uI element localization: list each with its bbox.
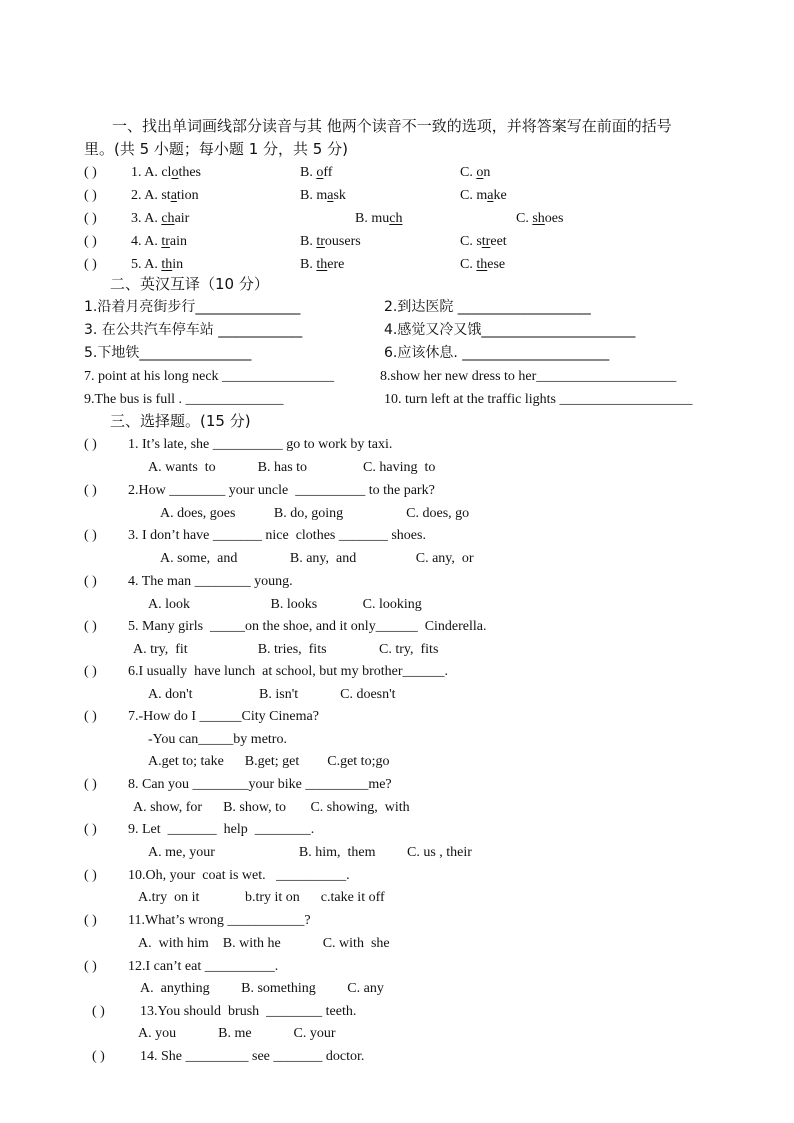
option-b-word: much	[371, 211, 403, 226]
translate-item-7: 7. point at his long neck ________________	[84, 369, 335, 384]
option-c: C. street	[460, 234, 507, 249]
translate-item-1: 1.沿着月亮街步行_______________	[84, 299, 301, 315]
option-a-word: thin	[161, 257, 184, 272]
translate-item-5: 5.下地铁________________	[84, 345, 252, 361]
option-c-word: street	[476, 234, 507, 249]
answer-options: A. with him B. with he C. with she	[138, 936, 390, 951]
answer-bracket: ( )	[84, 528, 97, 543]
question-text: 6.I usually have lunch at school, but my brother______.	[128, 664, 448, 679]
question-text: 2.How ________ your uncle __________ to the park?	[128, 483, 435, 498]
option-b: B. mask	[300, 188, 346, 203]
option-c: C. on	[460, 165, 491, 180]
option-b-word: off	[316, 165, 333, 180]
answer-options: A. you B. me C. your	[138, 1026, 336, 1041]
answer-options: -You can_____by metro.	[148, 732, 287, 747]
option-c-word: shoes	[532, 211, 564, 226]
answer-bracket: ( )	[84, 959, 97, 974]
option-c: C. these	[460, 257, 506, 272]
section3-title: 三、选择题。(15 分)	[110, 412, 251, 430]
question-text: 4. The man ________ young.	[128, 574, 293, 589]
translate-item-10: 10. turn left at the traffic lights ___________________	[384, 392, 693, 407]
translate-item-3: 3. 在公共汽车停车站 ____________	[84, 322, 303, 338]
option-c: C. make	[460, 188, 507, 203]
answer-bracket: ( )	[84, 437, 97, 452]
answer-bracket: ( )	[84, 211, 97, 226]
question-text: 3. I don’t have _______ nice clothes _______ shoes.	[128, 528, 426, 543]
answer-bracket: ( )	[92, 1004, 105, 1019]
answer-options: A. some, and B. any, and C. any, or	[160, 551, 474, 566]
answer-options: A. don't B. isn't C. doesn't	[148, 687, 396, 702]
option-b-word: mask	[316, 188, 346, 203]
option-b: B. trousers	[300, 234, 361, 249]
translate-item-4: 4.感觉又冷又饿______________________	[384, 322, 636, 338]
answer-bracket: ( )	[92, 1049, 105, 1064]
answer-bracket: ( )	[84, 165, 97, 180]
option-b: B. much	[355, 211, 403, 226]
option-b: B. there	[300, 257, 345, 272]
answer-options: A. me, your B. him, them C. us , their	[148, 845, 472, 860]
answer-options: A. show, for B. show, to C. showing, with	[133, 800, 410, 815]
answer-bracket: ( )	[84, 188, 97, 203]
answer-options: A.get to; take B.get; get C.get to;go	[148, 754, 390, 769]
answer-bracket: ( )	[84, 234, 97, 249]
section1-title-line1: 一、找出单词画线部分读音与其 他两个读音不一致的选项，并将答案写在前面的括号	[112, 117, 672, 135]
answer-options: A. wants to B. has to C. having to	[148, 460, 436, 475]
question-text: 8. Can you ________your bike _________me?	[128, 777, 392, 792]
answer-bracket: ( )	[84, 619, 97, 634]
option-c-word: on	[476, 165, 491, 180]
option-a-word: train	[161, 234, 188, 249]
option-a-word: clothes	[161, 165, 202, 180]
question-text: 14. She _________ see _______ doctor.	[140, 1049, 365, 1064]
question-text: 1. It’s late, she __________ go to work by taxi.	[128, 437, 393, 452]
option-a: 5. A. thin	[131, 257, 184, 272]
answer-bracket: ( )	[84, 257, 97, 272]
answer-options: A.try on it b.try it on c.take it off	[138, 890, 385, 905]
answer-bracket: ( )	[84, 709, 97, 724]
question-text: 12.I can’t eat __________.	[128, 959, 279, 974]
question-text: 10.Oh, your coat is wet. __________.	[128, 868, 350, 883]
question-text: 7.-How do I ______City Cinema?	[128, 709, 319, 724]
option-c-word: make	[476, 188, 507, 203]
answer-bracket: ( )	[84, 664, 97, 679]
option-a: 2. A. station	[131, 188, 199, 203]
option-b: B. off	[300, 165, 333, 180]
option-c: C. shoes	[516, 211, 564, 226]
question-text: 5. Many girls _____on the shoe, and it only______ Cinderella.	[128, 619, 487, 634]
section1-title-line2: 里。(共 5 小题；每小题 1 分，共 5 分)	[84, 140, 348, 158]
answer-options: A. anything B. something C. any	[140, 981, 384, 996]
option-b-word: there	[316, 257, 345, 272]
option-a: 4. A. train	[131, 234, 188, 249]
section2-title: 二、英汉互译（10 分）	[110, 275, 269, 293]
answer-bracket: ( )	[84, 483, 97, 498]
option-b-word: trousers	[316, 234, 361, 249]
option-c-word: these	[476, 257, 506, 272]
answer-bracket: ( )	[84, 777, 97, 792]
option-a-word: station	[161, 188, 199, 203]
translate-item-6: 6.应该休息. _____________________	[384, 345, 610, 361]
question-text: 11.What’s wrong ___________?	[128, 913, 311, 928]
translate-item-8: 8.show her new dress to her____________________	[380, 369, 677, 384]
question-text: 13.You should brush ________ teeth.	[140, 1004, 357, 1019]
translate-item-9: 9.The bus is full . ______________	[84, 392, 284, 407]
question-text: 9. Let _______ help ________.	[128, 822, 315, 837]
option-a-word: chair	[161, 211, 190, 226]
option-a: 1. A. clothes	[131, 165, 202, 180]
answer-bracket: ( )	[84, 913, 97, 928]
answer-options: A. try, fit B. tries, fits C. try, fits	[133, 642, 439, 657]
answer-bracket: ( )	[84, 574, 97, 589]
answer-options: A. look B. looks C. looking	[148, 597, 422, 612]
answer-bracket: ( )	[84, 822, 97, 837]
option-a: 3. A. chair	[131, 211, 190, 226]
answer-options: A. does, goes B. do, going C. does, go	[160, 506, 470, 521]
answer-bracket: ( )	[84, 868, 97, 883]
translate-item-2: 2.到达医院 ___________________	[384, 299, 591, 315]
